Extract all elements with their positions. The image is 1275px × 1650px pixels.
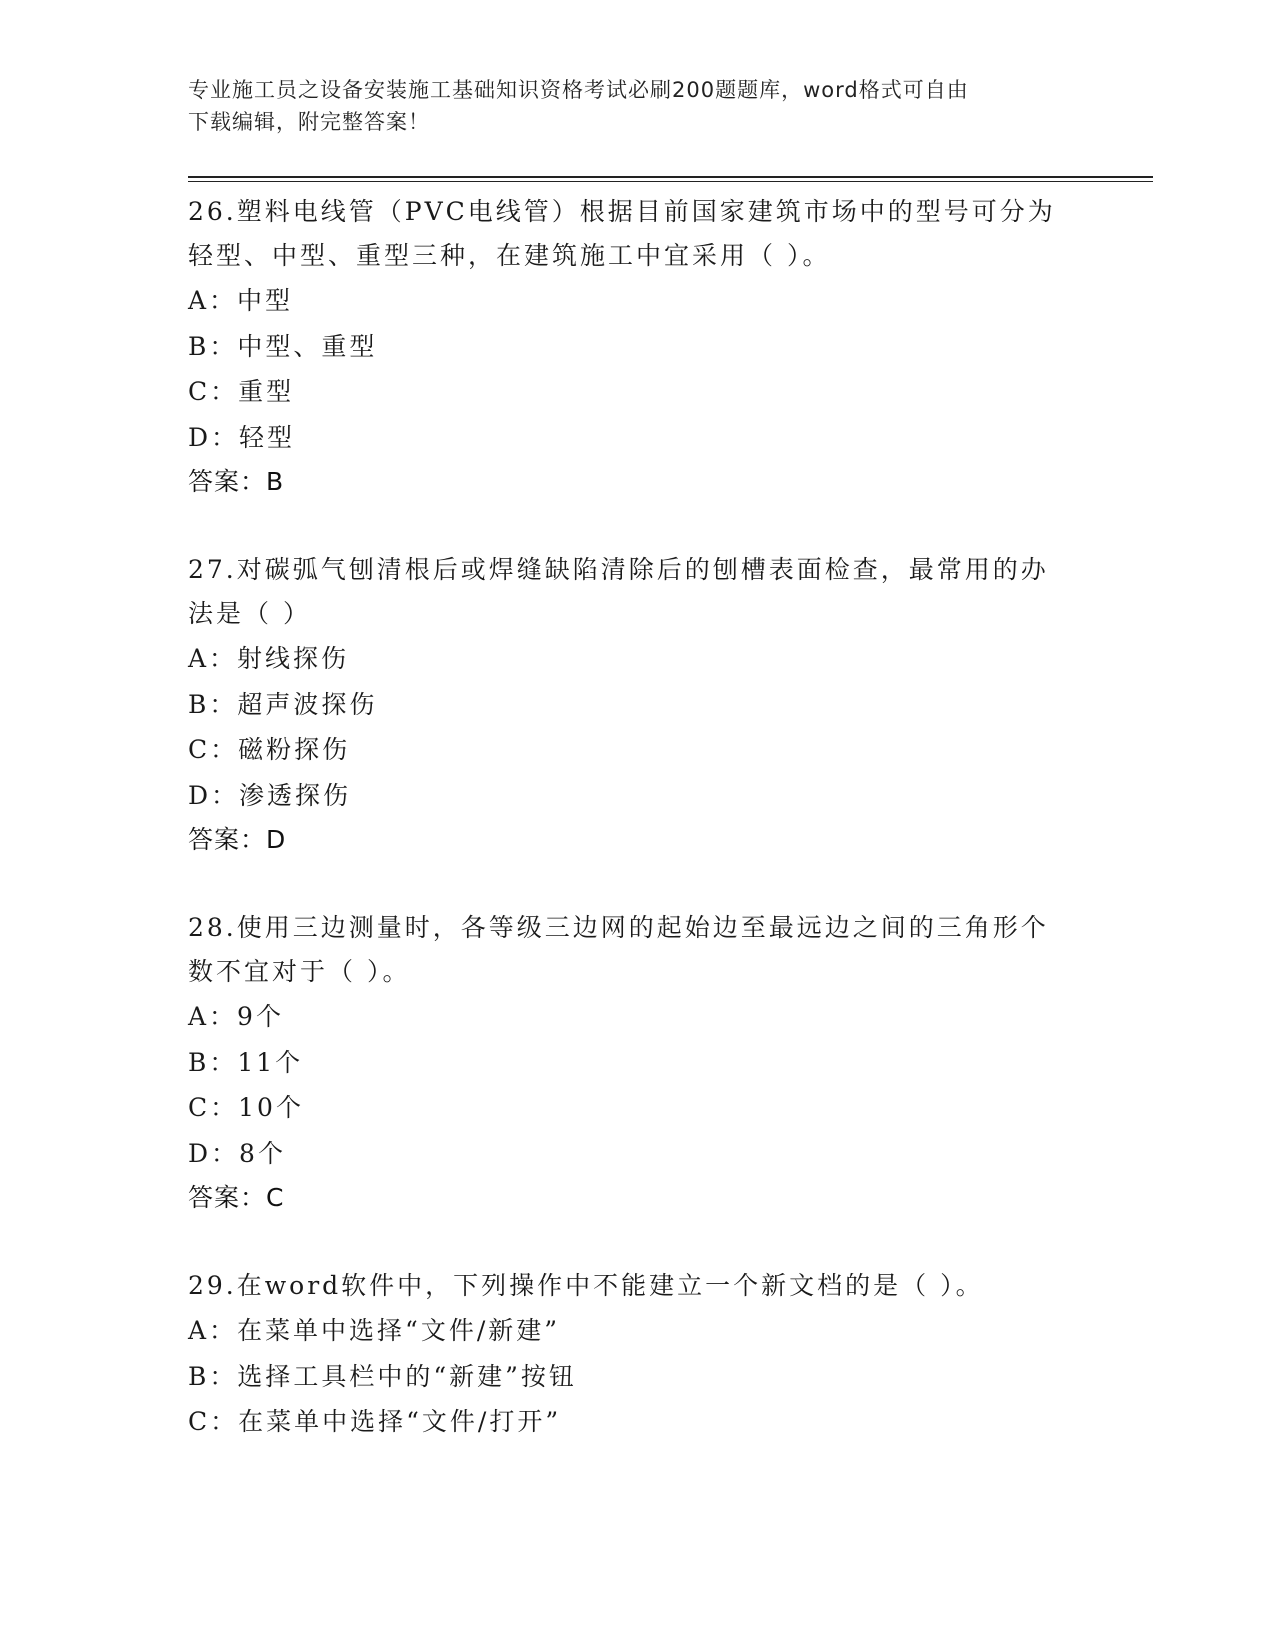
option-d: D：渗透探伤 [188, 780, 352, 810]
answer-label: 答案：D [188, 825, 287, 854]
question-stem-line: 数不宜对于（ ）。 [188, 957, 411, 986]
option-b: B：选择工具栏中的“新建”按钮 [188, 1361, 577, 1391]
question-stem-line: 28.使用三边测量时，各等级三边网的起始边至最远边之间的三角形个 [188, 913, 1049, 942]
header-divider-thick [188, 176, 1153, 178]
header-line-1: 专业施工员之设备安装施工基础知识资格考试必刷200题题库，word格式可自由 [188, 78, 969, 102]
option-c: C：重型 [188, 377, 295, 406]
option-b: B：11个 [188, 1047, 304, 1077]
question-stem-line: 26.塑料电线管（PVC电线管）根据目前国家建筑市场中的型号可分为 [188, 197, 1056, 226]
question-stem [188, 906, 1088, 994]
option-d: D：轻型 [188, 422, 296, 452]
option-a: A：9个 [188, 1002, 284, 1031]
option-c: C：10个 [188, 1093, 304, 1122]
question-stem [188, 1264, 1088, 1308]
document-header [188, 74, 1068, 138]
option-a: A：在菜单中选择“文件/新建” [188, 1316, 561, 1345]
option-a: A：中型 [188, 286, 294, 315]
option-a: A：射线探伤 [188, 644, 350, 673]
header-divider-thin [188, 181, 1153, 182]
question-28 [188, 906, 1088, 1220]
answer-label: 答案：B [188, 467, 285, 496]
question-stem-line: 29.在word软件中，下列操作中不能建立一个新文档的是（ ）。 [188, 1271, 984, 1300]
question-stem-line: 27.对碳弧气刨清根后或焊缝缺陷清除后的刨槽表面检查，最常用的办 [188, 555, 1049, 584]
option-b: B：超声波探伤 [188, 689, 378, 719]
option-b: B：中型、重型 [188, 331, 378, 361]
question-stem [188, 548, 1088, 636]
option-c: C：在菜单中选择“文件/打开” [188, 1407, 562, 1436]
answer-label: 答案：C [188, 1183, 285, 1212]
header-line-2: 下载编辑，附完整答案！ [188, 110, 430, 134]
question-list [188, 190, 1088, 1489]
question-stem-line: 轻型、中型、重型三种，在建筑施工中宜采用（ ）。 [188, 241, 831, 270]
question-27 [188, 548, 1088, 862]
question-26 [188, 190, 1088, 504]
question-stem-line: 法是（ ） [188, 599, 311, 628]
question-29 [188, 1264, 1088, 1445]
option-d: D：8个 [188, 1138, 286, 1168]
question-stem [188, 190, 1088, 278]
option-c: C：磁粉探伤 [188, 735, 351, 764]
